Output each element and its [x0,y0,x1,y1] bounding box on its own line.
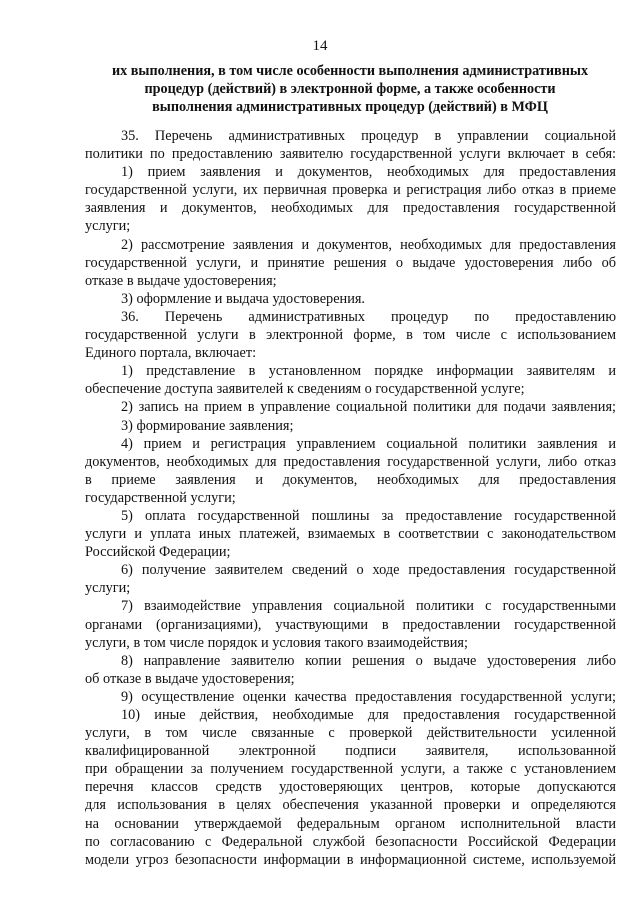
text-line: 1) представление в установленном порядке информации заявителям и [121,363,616,380]
document-body [85,127,616,869]
text-line: отказе в выдаче удостоверения; [85,272,277,289]
text-line: документов, необходимых для предоставления государственной услуги, либо отказ [85,453,616,470]
text-line: политики по предоставлению заявителю государственной услуги включает в себя: [85,146,616,163]
text-line: услуги, в том числе порядок и условия такого взаимодействия; [85,634,468,651]
text-line: услуги; [85,218,131,235]
text-line: 2) запись на прием в управление социальной политики для подачи заявления; [121,399,616,416]
text-line: для использования в целях обеспечения указанной проверки и определяются [85,797,616,814]
text-line: 2) рассмотрение заявления и документов, необходимых для предоставления [121,236,616,253]
text-line: Российской Федерации; [85,544,231,561]
text-line: модели угроз безопасности информации в информационной системе, используемой [85,851,616,868]
text-line: органами (организациями), участвующими в предоставлении государственной [85,616,616,633]
text-line: перечня классов средств удостоверяющих центров, которые допускаются [85,779,616,796]
section-heading [80,62,620,116]
page-number: 14 [312,38,328,54]
text-line: об отказе в выдаче удостоверения; [85,670,295,687]
heading-line: выполнения административных процедур (действий) в МФЦ [152,99,548,115]
text-line: 8) направление заявителю копии решения о выдаче удостоверения либо [121,652,616,669]
text-line: по согласованию с Федеральной службой безопасности Российской Федерации [85,833,616,850]
text-line: 36. Перечень административных процедур по предоставлению [121,308,616,325]
heading-line: их выполнения, в том числе особенности выполнения административных [111,63,589,79]
text-line: государственной услуги; [85,489,236,506]
text-line: государственной услуги в электронной форме, в том числе с использованием [85,327,616,344]
text-line: обеспечение доступа заявителей к сведениям о государственной услуге; [85,381,525,398]
text-line: 4) прием и регистрация управлением социальной политики заявления и [121,435,616,452]
text-line: 3) формирование заявления; [121,417,294,434]
text-line: 5) оплата государственной пошлины за предоставление государственной [121,507,616,524]
text-line: на основании утверждаемой федеральным органом исполнительной власти [85,815,616,832]
text-line: услуги и уплата иных платежей, взимаемых в соответствии с законодательством [85,526,616,543]
text-line: 1) прием заявления и документов, необходимых для предоставления [121,164,616,181]
text-line: Единого портала, включает: [85,345,257,362]
text-line: 9) осуществление оценки качества предоставления государственной услуги; [121,688,616,705]
text-line: услуги, в том числе связанные с проверкой действительности усиленной [85,725,616,742]
text-line: при обращении за получением государственной услуги, а также с установлением [85,761,616,778]
text-line: государственной услуги, и принятие решения о выдаче удостоверения либо об [85,254,616,271]
text-line: заявления и документов, необходимых для предоставления государственной [85,200,616,217]
text-line: квалифицированной электронной подписи заявителя, использованной [85,743,616,760]
text-line: услуги; [85,580,131,597]
text-line: 7) взаимодействие управления социальной политики с государственными [121,598,616,615]
text-line: 10) иные действия, необходимые для предоставления государственной [121,707,616,723]
text-line: 35. Перечень административных процедур в управлении социальной [121,128,616,144]
text-line: 3) оформление и выдача удостоверения. [121,290,366,307]
text-line: 6) получение заявителем сведений о ходе предоставления государственной [121,562,616,579]
heading-line: процедур (действий) в электронной форме, а также особенности [144,81,556,97]
text-line: в приеме заявления и документов, необходимых для предоставления [85,471,616,488]
text-line: государственной услуги, их первичная проверка и регистрация либо отказ в приеме [85,182,616,199]
